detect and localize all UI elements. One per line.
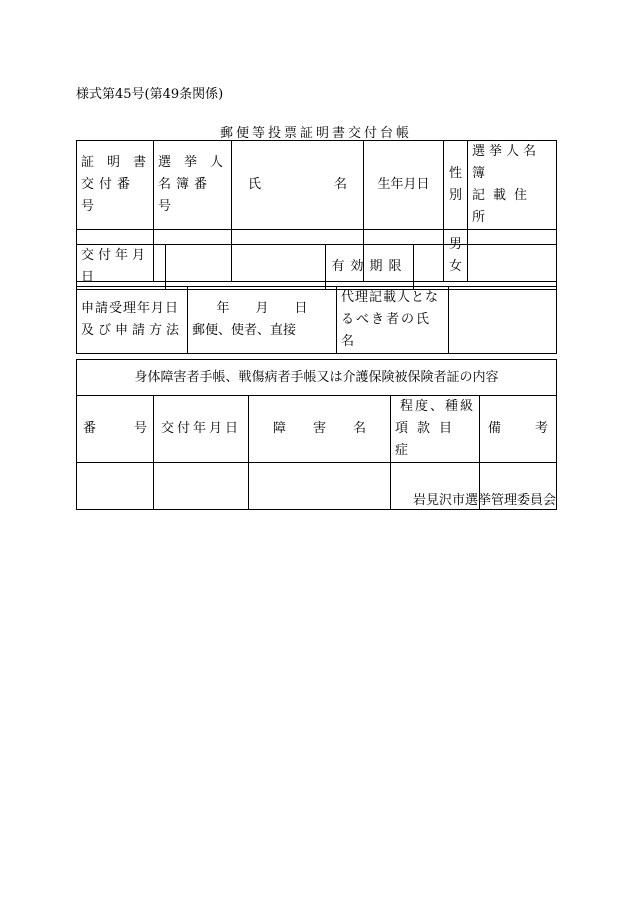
issue-date-label: 交付年月日 — [77, 245, 166, 290]
header-sex — [444, 141, 468, 230]
application-method-line: 郵便、使者、直接 — [192, 323, 297, 338]
document-title: 郵便等投票証明書交付台帳 — [219, 126, 412, 141]
proxy-label-line1: 代理記載人とな — [341, 290, 440, 305]
header-cert-number — [77, 141, 154, 230]
header-birthdate: 生年月日 — [364, 141, 444, 230]
header-register-number — [154, 141, 232, 230]
header-name-second: 名 — [333, 177, 347, 192]
issue-date-table — [76, 244, 557, 290]
application-label-line1: 申請受理年月日 — [81, 301, 180, 316]
header-address-line2: 記載住所 — [472, 188, 536, 225]
valid-period-value[interactable] — [414, 245, 557, 290]
sex-female: 女 — [448, 258, 462, 274]
header-disability-1: 障 — [273, 421, 287, 436]
issue-date-row — [77, 245, 557, 290]
header-grade — [391, 396, 480, 463]
header-name — [232, 141, 364, 230]
header-no-second: 号 — [133, 421, 147, 436]
header-register-line1: 選 挙 人 — [158, 155, 224, 170]
header-address-line1: 選挙人名簿 — [472, 144, 541, 181]
header-cert-line2: 交付番号 — [81, 177, 136, 214]
application-date-line: 年 月 日 — [216, 301, 308, 316]
header-cert-line1: 証 明 書 — [81, 155, 147, 170]
header-disability-3: 名 — [352, 421, 366, 436]
header-note-second: 考 — [535, 421, 549, 436]
application-date-method[interactable] — [188, 287, 337, 354]
valid-period-label: 有効期限 — [326, 245, 414, 290]
header-sex-line1: 性 — [448, 166, 462, 181]
form-number-label: 様式第45号(第49条関係) — [76, 87, 224, 102]
sex-male: 男 — [448, 236, 462, 252]
header-grade-line2: 項款目症 — [395, 421, 462, 458]
application-label-line2: 及び申請方法 — [81, 323, 184, 338]
header-address — [468, 141, 557, 230]
header-note — [480, 396, 557, 463]
cell-issue-date[interactable] — [154, 463, 249, 510]
header-disability-2: 害 — [312, 421, 326, 436]
register-header-row — [77, 141, 557, 230]
issuer-footer: 岩見沢市選挙管理委員会 — [412, 493, 556, 508]
header-note-first: 備 — [488, 421, 502, 436]
header-no — [77, 396, 154, 463]
content-header-row — [77, 396, 557, 463]
cell-disability[interactable] — [249, 463, 391, 510]
certificate-content-table — [76, 359, 557, 510]
application-row — [77, 287, 557, 354]
application-table — [76, 286, 557, 354]
proxy-label — [337, 287, 449, 354]
header-grade-line1: 程度、種級 — [399, 399, 475, 414]
proxy-label-line2: るべき者の氏名 — [341, 312, 432, 349]
cell-no[interactable] — [77, 463, 154, 510]
header-no-first: 番 — [83, 421, 97, 436]
application-label — [77, 287, 188, 354]
header-disability — [249, 396, 391, 463]
header-issue-date: 交付年月日 — [154, 396, 249, 463]
header-sex-line2: 別 — [448, 188, 462, 203]
header-register-line2: 名簿番号 — [158, 177, 213, 214]
content-caption-row — [77, 360, 557, 396]
header-name-first: 氏 — [248, 177, 262, 192]
content-caption: 身体障害者手帳、戦傷病者手帳又は介護保険被保険者証の内容 — [77, 360, 557, 396]
proxy-name-value[interactable] — [449, 287, 557, 354]
issue-date-value[interactable] — [166, 245, 326, 290]
